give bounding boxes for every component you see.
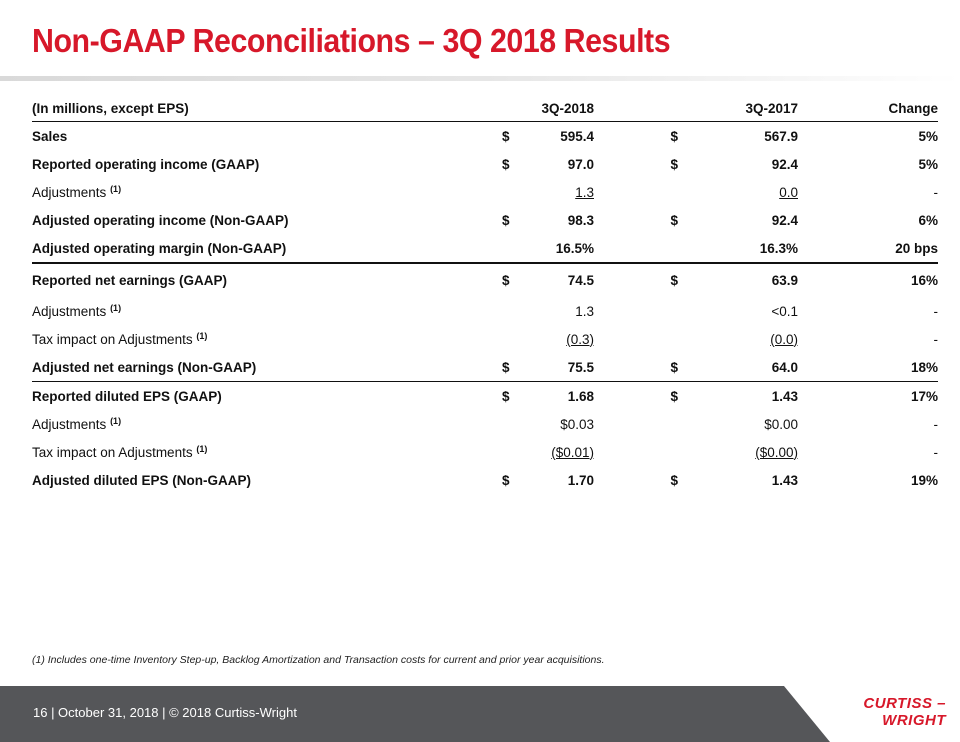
row-label <box>32 297 502 325</box>
footnote-ref: (1) <box>110 302 122 313</box>
header-3q2017: 3Q-2017 <box>728 95 798 122</box>
row-label: Adjusted net earnings (Non-GAAP) <box>32 353 502 382</box>
footnote-ref: (1) <box>110 183 122 194</box>
value-3q2018: 16.5% <box>524 234 594 263</box>
value-3q2017: 1.43 <box>771 472 798 488</box>
row-label-text: Tax impact on Adjustments <box>32 444 193 460</box>
row-label: Sales <box>32 128 68 144</box>
value-3q2018: 74.5 <box>567 273 594 288</box>
value-change: 16% <box>910 273 938 288</box>
value-change: 18% <box>798 353 938 382</box>
logo-line-1: CURTISS – <box>863 695 946 712</box>
dollar-sign <box>594 234 728 263</box>
value-3q2018: 595.4 <box>560 128 594 144</box>
footnote-ref: (1) <box>196 443 208 454</box>
dollar-sign <box>502 297 524 325</box>
value-3q2017: <0.1 <box>771 303 798 319</box>
value-3q2018-text: ($0.01) <box>551 444 594 460</box>
dollar-sign: $ <box>502 156 510 172</box>
row-label-text: Tax impact on Adjustments <box>32 331 193 347</box>
row-label: Adjusted operating margin (Non-GAAP) <box>32 234 502 263</box>
value-3q2017: 1.43 <box>771 388 798 404</box>
dollar-sign <box>502 234 524 263</box>
value-change: - <box>933 184 938 200</box>
dollar-sign <box>502 438 524 466</box>
table-row <box>32 382 938 411</box>
footnote: (1) Includes one-time Inventory Step-up, Backlog Amortization and Transaction costs for current and prior year acquisitions. <box>32 654 605 666</box>
row-label <box>32 438 502 466</box>
value-3q2017-text: (0.0) <box>770 331 798 347</box>
dollar-sign: $ <box>670 212 678 228</box>
dollar-sign: $ <box>670 128 678 144</box>
value-3q2018: 75.5 <box>524 353 594 382</box>
value-change: 6% <box>918 212 938 228</box>
dollar-sign: $ <box>594 353 728 382</box>
table-row <box>32 466 938 494</box>
dollar-sign: $ <box>502 273 510 288</box>
value-3q2018: 1.68 <box>567 388 594 404</box>
page-title: Non-GAAP Reconciliations – 3Q 2018 Results <box>32 22 671 59</box>
value-change: - <box>933 331 938 347</box>
value-change: 17% <box>910 388 938 404</box>
row-label: Adjusted diluted EPS (Non-GAAP) <box>32 472 251 488</box>
table-row <box>32 410 938 438</box>
value-3q2018 <box>524 178 594 206</box>
value-change: - <box>933 416 938 432</box>
value-3q2018-text: 1.3 <box>575 184 594 200</box>
table-row <box>32 234 938 263</box>
dollar-sign: $ <box>502 353 524 382</box>
value-change: 5% <box>918 156 938 172</box>
dollar-sign: $ <box>502 388 510 404</box>
header-change: Change <box>798 95 938 122</box>
value-change: - <box>933 444 938 460</box>
reconciliation-table <box>32 95 938 494</box>
dollar-sign: $ <box>502 472 510 488</box>
value-change: 19% <box>910 472 938 488</box>
row-label-text: Adjustments <box>32 184 107 200</box>
dollar-sign <box>594 410 728 438</box>
table-row <box>32 297 938 325</box>
header-3q2018: 3Q-2018 <box>524 95 594 122</box>
header-spacer <box>502 95 524 122</box>
value-3q2017: 92.4 <box>771 212 798 228</box>
dollar-sign <box>502 325 524 353</box>
value-3q2018: 98.3 <box>567 212 594 228</box>
table-row <box>32 122 938 151</box>
table-header-row <box>32 95 938 122</box>
dollar-sign <box>594 178 728 206</box>
value-change: - <box>933 303 938 319</box>
logo-line-2: WRIGHT <box>882 712 946 729</box>
table-row <box>32 353 938 382</box>
table-row <box>32 150 938 178</box>
value-change: 20 bps <box>798 234 938 263</box>
row-label: Adjusted operating income (Non-GAAP) <box>32 212 289 228</box>
row-label <box>32 325 502 353</box>
header-label: (In millions, except EPS) <box>32 95 502 122</box>
dollar-sign <box>594 438 728 466</box>
row-label <box>32 178 502 206</box>
value-3q2018: 97.0 <box>567 156 594 172</box>
value-3q2018: 1.70 <box>567 472 594 488</box>
value-3q2017-text: ($0.00) <box>755 444 798 460</box>
value-3q2017: 64.0 <box>728 353 798 382</box>
dollar-sign: $ <box>670 156 678 172</box>
row-label: Reported diluted EPS (GAAP) <box>32 388 222 404</box>
table-row <box>32 438 938 466</box>
dollar-sign <box>502 410 524 438</box>
row-label-text: Adjustments <box>32 416 107 432</box>
value-3q2018 <box>524 438 594 466</box>
value-3q2017 <box>728 438 798 466</box>
table-row <box>32 263 938 297</box>
dollar-sign <box>502 178 524 206</box>
value-3q2018: 1.3 <box>575 303 594 319</box>
dollar-sign <box>594 325 728 353</box>
footer-text: 16 | October 31, 2018 | © 2018 Curtiss-Wright <box>33 705 297 720</box>
footnote-ref: (1) <box>196 330 208 341</box>
row-label: Reported net earnings (GAAP) <box>32 273 228 288</box>
value-3q2017: 92.4 <box>771 156 798 172</box>
table-row <box>32 325 938 353</box>
dollar-sign: $ <box>670 273 678 288</box>
title-divider <box>0 76 960 81</box>
value-change: 5% <box>918 128 938 144</box>
dollar-sign: $ <box>670 472 678 488</box>
value-3q2017: 567.9 <box>764 128 798 144</box>
value-3q2018 <box>524 325 594 353</box>
dollar-sign: $ <box>670 388 678 404</box>
table-row <box>32 178 938 206</box>
dollar-sign: $ <box>502 128 510 144</box>
value-3q2017: 16.3% <box>728 234 798 263</box>
value-3q2017: 63.9 <box>771 273 798 288</box>
value-3q2017 <box>728 325 798 353</box>
row-label: Reported operating income (GAAP) <box>32 156 260 172</box>
row-label-text: Adjustments <box>32 303 107 319</box>
curtiss-wright-logo <box>836 695 946 729</box>
dollar-sign <box>594 297 728 325</box>
footnote-ref: (1) <box>110 415 122 426</box>
value-3q2017: $0.00 <box>764 416 798 432</box>
header-spacer <box>594 95 728 122</box>
value-3q2018-text: (0.3) <box>566 331 594 347</box>
dollar-sign: $ <box>502 212 510 228</box>
value-3q2017-text: 0.0 <box>779 184 798 200</box>
row-label <box>32 410 502 438</box>
table-row <box>32 206 938 234</box>
value-3q2017 <box>728 178 798 206</box>
value-3q2018: $0.03 <box>560 416 594 432</box>
